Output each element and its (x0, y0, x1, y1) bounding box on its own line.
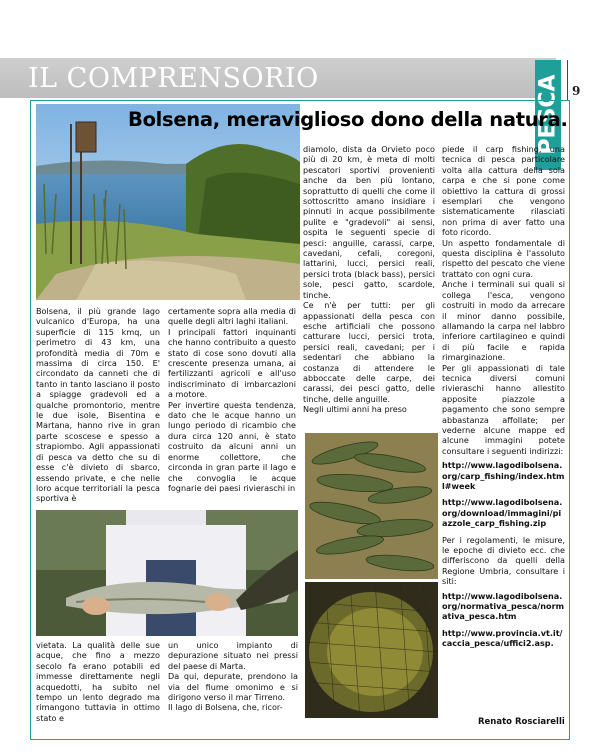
carp-net-photo (305, 582, 438, 718)
article-author: Renato Rosciarelli (478, 717, 565, 727)
text-column-1b: vietata. La qualità delle sue acque, che fino a mezzo secolo fa erano potabili ed immesse direttamente negli acquedotti, ha subito nel tempo un lento degrado ma rimangono tuttavia in ottimo stato e (36, 640, 160, 723)
section-tab-label: PESCA (535, 73, 561, 155)
text-column-2a: certamente sopra alla media di quelle degli altri laghi italiani. I principali fattori inquinanti che hanno contribuito a questo stato di cose sono dovuti alla crescente presenza umana, ai fertilizzanti agricoli e all'uso indiscriminato di imbarcazioni a motore. Per invertire questa tendenza, dato che le acque hanno un lungo periodo di ricambio che dura circa 120 anni, è stato costruito da alcuni anni un enorme collettore, che circonda in gran parte il lago e che convoglia le acque fognarie dei paesi rivieraschi in (168, 306, 296, 493)
header-divider (567, 60, 568, 100)
link-normativa[interactable]: http://www.lagodibolsena.org/normativa_pesca/normativa_pesca.htm (442, 590, 565, 622)
fish-photo (305, 433, 438, 579)
article-title: Bolsena, meraviglioso dono della natura. (128, 108, 568, 131)
text-column-4: piede il carp fishing, una tecnica di pesca particolare volta alla cattura della sola carpa e che si pone come obiettivo la cattura di grossi esemplari che vengono sistematicamente rilasciati non prima di aver fatto una foto ricordo. Un aspetto fondamentale di questa disciplina è l'assoluto rispetto del pescato che viene trattato con ogni cura. Anche i terminali sui quali si collega l'esca, vengono costruiti in modo da arrecare il minor danno possibile, allamando la carpa nel labbro inferiore cartilagineo e quindi di più facile e rapida rimarginazione. Per gli appassionati di tale tecnica diversi comuni rivieraschi hanno allestito apposite piazzole a pagamento che sono sempre abbastanza affollate; per vederne alcune mappe ed alcune immagini potete consultare i seguenti indirizzi: http://www.lagodibolsena.org/carp_fishing/index.html#week http://www.lagodibolsena.org/download/immagini/piazzole_carp_fishing.zip Per i regolamenti, le misure, le epoche di divieto ecc. che differiscono da quelli della Regione Umbria, consultare i siti: http://www.lagodibolsena.org/normativa_pesca/normativa_pesca.htm http://www.provincia.vt.it/caccia_pesca/uffici2.asp. (442, 144, 565, 649)
link-piazzole[interactable]: http://www.lagodibolsena.org/download/immagini/piazzole_carp_fishing.zip (442, 497, 563, 529)
text-column-3: diamolo, dista da Orvieto poco più di 20 km, è meta di molti pescatori sportivi provenienti anche da ben più lontano, soprattutto di quelli che come il sottoscritto amano insidiare i pinnuti in acque possibilmente pulite e "gradevoli" ai sensi, ospita le seguenti specie di pesci: anguille, carassi, carpe, cavedani, cefali, coregoni, lattarini, lucci, persici reali, persici trota (black bass), persici sole, pesci gatto, scardole, tinche. Ce n'è per tutti: per gli appassionati della pesca con esche artificiali che possono catturare lucci, persici trota, persici reali, cavedani; per i sedentari che abbiano la costanza di attendere le abboccate delle carpe, dei carassi, dei pesci gatto, delle tinche, delle anguille. Negli ultimi anni ha preso (303, 144, 435, 415)
page-number: 9 (572, 84, 581, 98)
text-column-2b: un unico impianto di depurazione situato nei pressi del paese di Marta. Da qui, depurate, prendono la via del fiume omonimo e si dirigono verso il mar Tirreno. Il lago di Bolsena, che, ricor- (168, 640, 298, 713)
text-column-1a: Bolsena, il più grande lago vulcanico d'Europa, ha una superficie di 115 kmq, un perimetro di 43 km, una profondità media di 70m e massima di circa 150. E' circondato da canneti che di tanto in tanto lasciano il posto a spiagge gradevoli ed a qualche promontorio, mentre le due isole, Bisentina e Martana, hanno rive in gran parte scoscese e spesso a strapiombo. Agli appassionati di pesca va detto che su di esse c'è divieto di sbarco, essendo private, e che nelle loro acque territoriali la pesca sportiva è (36, 306, 160, 504)
link-provincia[interactable]: http://www.provincia.vt.it/caccia_pesca/uffici2.asp. (442, 627, 563, 649)
lake-photo (36, 104, 300, 300)
section-title: IL COMPRENSORIO (28, 63, 319, 94)
link-carp-fishing[interactable]: http://www.lagodibolsena.org/carp_fishing/index.html#week (442, 460, 565, 491)
fisherman-photo (36, 510, 298, 636)
